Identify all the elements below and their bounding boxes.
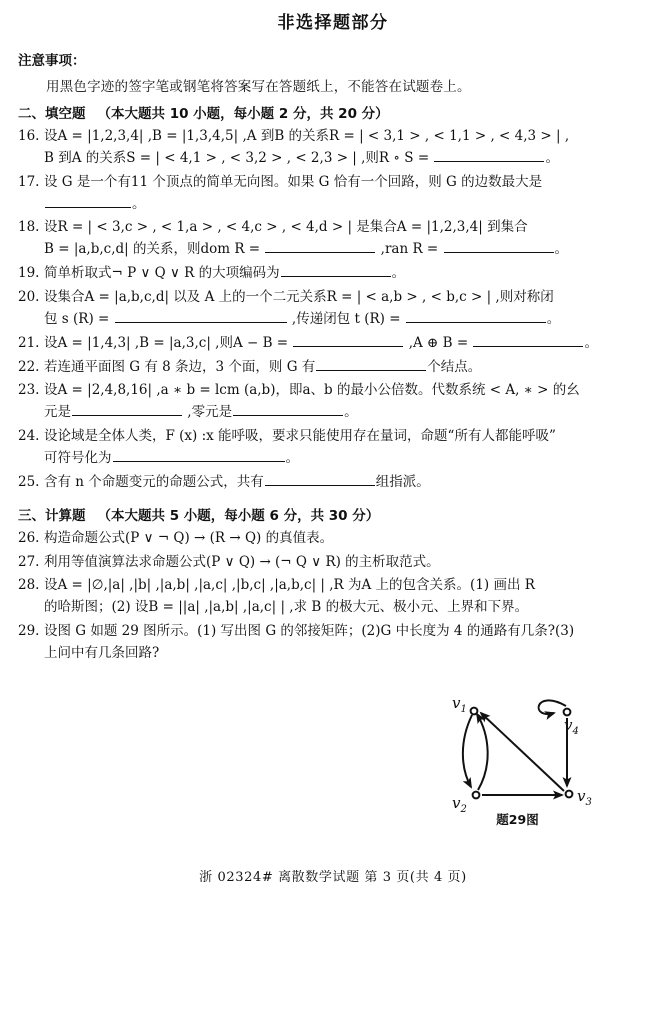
question-text-fragment: 。 xyxy=(584,334,598,351)
question-25 xyxy=(18,472,648,494)
section-heading-note: （本大题共 10 小题，每小题 2 分，共 20 分） xyxy=(97,106,389,122)
question-text-line xyxy=(44,333,648,355)
question-text-fragment: 个结点。 xyxy=(427,358,482,375)
question-number: 17. xyxy=(18,173,40,190)
answer-blank[interactable] xyxy=(265,472,375,486)
answer-blank[interactable] xyxy=(281,263,391,277)
question-text-line: 设A = |∅,|a| ,|b| ,|a,b| ,|a,c| ,|b,c| ,|a,b,c| | ,R 为A 上的包含关系。(1) 画出 R xyxy=(44,577,535,594)
answer-blank[interactable] xyxy=(316,357,426,371)
question-27 xyxy=(18,552,648,574)
question-number: 26. xyxy=(18,529,40,546)
question-21 xyxy=(18,333,648,355)
question-text-line xyxy=(44,402,648,424)
question-text-line: 设集合A = |a,b,c,d| 以及 A 上的一个二元关系R = | < a,b > , < b,c > | ,则对称闭 xyxy=(44,289,554,306)
figure-caption: 题29图 xyxy=(496,812,539,827)
question-28 xyxy=(18,575,648,619)
question-24 xyxy=(18,426,648,470)
question-number: 16. xyxy=(18,128,40,144)
vertex-v2 xyxy=(473,792,480,799)
question-text-fragment: 含有 n 个命题变元的命题公式，共有 xyxy=(44,473,264,490)
question-number: 21. xyxy=(18,334,40,351)
page-title: 非选择题部分 xyxy=(277,13,389,33)
question-text-fragment: 。 xyxy=(545,149,559,166)
question-text-line: 设A = |2,4,8,16| ,a ∗ b = lcm (a,b)，即a、b 的最小公倍数。代数系统 < A, ∗ > 的幺 xyxy=(44,382,580,399)
question-text-fragment: ,ran R = xyxy=(376,241,443,258)
question-text-line xyxy=(44,448,648,470)
question-text-line xyxy=(44,239,648,261)
answer-blank[interactable] xyxy=(115,309,287,323)
figure-question-29 xyxy=(430,682,660,842)
question-text-fragment: 。 xyxy=(285,450,299,467)
question-23 xyxy=(18,380,648,424)
question-22 xyxy=(18,357,648,379)
question-29 xyxy=(18,621,648,665)
question-text-line: 的哈斯图；(2) 设B = ||a| ,|a,b| ,|a,c| | ,求 B 的极大元、极小元、上界和下界。 xyxy=(44,599,529,616)
question-text-fragment: 。 xyxy=(391,265,406,282)
vertex-v1 xyxy=(471,708,478,715)
question-text-fragment: B = |a,b,c,d| 的关系，则dom R = xyxy=(44,241,265,258)
answer-blank[interactable] xyxy=(72,403,182,417)
section-heading-note: （本大题共 5 小题，每小题 6 分，共 30 分） xyxy=(97,507,380,524)
section-heading-text: 三、计算题 xyxy=(18,507,86,524)
question-number: 22. xyxy=(18,358,40,375)
question-16 xyxy=(18,126,648,170)
vertex-label-v4: $v_4$ xyxy=(564,716,579,737)
section-heading-fill-in xyxy=(18,102,648,122)
answer-blank[interactable] xyxy=(406,309,546,323)
question-text-line: 上问中有几条回路? xyxy=(44,645,160,662)
answer-blank[interactable] xyxy=(293,333,403,347)
question-20 xyxy=(18,287,648,331)
question-text-fragment: 。 xyxy=(132,195,146,212)
question-number: 28. xyxy=(18,577,40,594)
question-number: 18. xyxy=(18,219,40,236)
page-footer: 浙 02324# 离散数学试题 第 3 页(共 4 页) xyxy=(199,870,467,885)
notice-body: 用黑色字迹的签字笔或钢笔将答案写在答题纸上，不能答在试题卷上。 xyxy=(46,79,471,95)
question-text-line: 设图 G 如题 29 图所示。(1) 写出图 G 的邻接矩阵；(2)G 中长度为 4 的通路有几条?(3) xyxy=(44,623,575,640)
question-text-fragment: 。 xyxy=(344,404,358,421)
question-number: 25. xyxy=(18,473,40,490)
question-text-fragment: 包 s (R) = xyxy=(44,310,114,327)
question-number: 29. xyxy=(18,623,40,640)
question-text-line: 设R = | < 3,c > , < 1,a > , < 4,c > , < 4,d > | 是集合A = |1,2,3,4| 到集合 xyxy=(44,219,528,236)
answer-blank[interactable] xyxy=(233,403,343,417)
answer-blank[interactable] xyxy=(45,194,131,208)
question-text-line xyxy=(44,263,648,285)
question-text-fragment: ,传递闭包 t (R) = xyxy=(287,310,405,327)
question-text-fragment: 可符号化为 xyxy=(44,450,112,467)
vertex-v3 xyxy=(566,791,573,798)
question-number: 19. xyxy=(18,265,40,282)
question-text-fragment: 设A = |1,4,3| ,B = |a,3,c| ,则A − B = xyxy=(44,334,293,351)
question-text-line: 构造命题公式(P ∨ ¬ Q) → (R → Q) 的真值表。 xyxy=(44,529,334,546)
question-text-fragment: 。 xyxy=(546,310,561,327)
question-text-fragment: ,A ⊕ B = xyxy=(404,334,473,351)
notice-label: 注意事项： xyxy=(18,53,86,69)
question-text-fragment: 组指派。 xyxy=(375,473,430,490)
question-text-line xyxy=(44,472,648,494)
edge-v3-v1 xyxy=(481,713,564,791)
vertex-v4 xyxy=(564,709,571,716)
answer-blank[interactable] xyxy=(434,148,544,162)
question-18 xyxy=(18,217,648,261)
edge-v2-v1 xyxy=(477,714,488,790)
question-17 xyxy=(18,172,648,216)
answer-blank[interactable] xyxy=(473,333,583,347)
question-text-line xyxy=(44,148,648,170)
question-text-fragment: ,零元是 xyxy=(183,404,233,421)
question-text-line xyxy=(44,194,648,216)
section-heading-calculation xyxy=(18,504,648,524)
vertex-label-v3: $v_3$ xyxy=(577,787,592,808)
section-heading-text: 二、填空题 xyxy=(18,106,86,122)
edge-v1-v2 xyxy=(463,715,472,787)
question-text-line: 设A = |1,2,3,4| ,B = |1,3,4,5| ,A 到B 的关系R = | < 3,1 > , < 1,1 > , < 4,3 > | , xyxy=(44,128,570,144)
answer-blank[interactable] xyxy=(444,239,554,253)
answer-blank[interactable] xyxy=(265,239,375,253)
question-text-fragment: 。 xyxy=(554,241,569,258)
answer-blank[interactable] xyxy=(113,448,285,462)
question-text-fragment: B 到A 的关系S = | < 4,1 > , < 3,2 > , < 2,3 > | ,则R ∘ S = xyxy=(44,149,434,166)
vertex-label-v2: $v_2$ xyxy=(452,794,467,815)
question-text-line xyxy=(44,309,648,331)
question-number: 20. xyxy=(18,289,40,306)
question-text-line xyxy=(44,357,648,379)
question-number: 24. xyxy=(18,428,40,445)
question-19 xyxy=(18,263,648,285)
question-number: 23. xyxy=(18,382,40,399)
vertex-label-v1: $v_1$ xyxy=(452,694,467,715)
question-text-line: 利用等值演算法求命题公式(P ∨ Q) → (¬ Q ∨ R) 的主析取范式。 xyxy=(44,553,440,570)
question-text-fragment: 若连通平面图 G 有 8 条边，3 个面，则 G 有 xyxy=(44,358,316,375)
question-text-line: 设 G 是一个有11 个顶点的简单无向图。如果 G 恰有一个回路，则 G 的边数最大是 xyxy=(44,173,543,190)
question-number: 27. xyxy=(18,553,40,570)
edge-v4-self-loop xyxy=(539,700,566,714)
question-text-fragment: 简单析取式¬ P ∨ Q ∨ R 的大项编码为 xyxy=(44,265,280,282)
question-text-fragment: 元是 xyxy=(44,404,71,421)
question-text-line: 设论域是全体人类，F (x) :x 能呼吸，要求只能使用存在量词，命题“所有人都能呼吸” xyxy=(44,428,556,445)
question-26 xyxy=(18,528,648,550)
